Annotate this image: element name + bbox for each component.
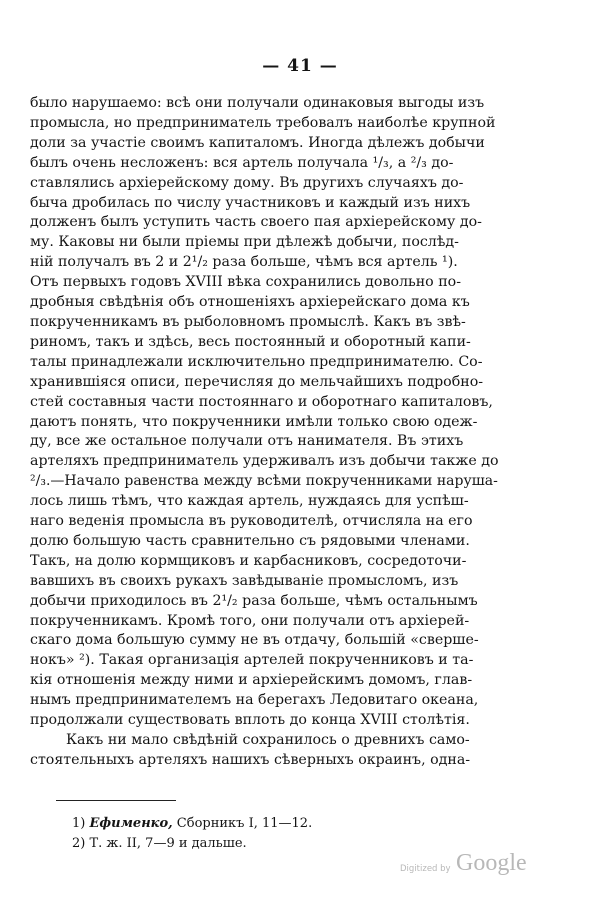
- text-line: долженъ былъ уступить часть своего пая архіерейскому до-: [30, 214, 482, 231]
- footnote-divider: [56, 800, 176, 801]
- footnote-author: Ефименко,: [89, 816, 173, 831]
- text-line: стей составныя части постояннаго и оборотнаго капиталовъ,: [30, 393, 493, 410]
- text-line: дробныя свѣдѣнія объ отношеніяхъ архіерейскаго дома къ: [30, 294, 470, 311]
- text-line: Какъ ни мало свѣдѣній сохранилось о древнихъ само-: [66, 732, 470, 748]
- text-line: было нарушаемо: всѣ они получали одинаковыя выгоды изъ: [30, 95, 485, 111]
- text-line: покрученникамъ въ рыболовномъ промыслѣ. Какъ въ звѣ-: [30, 313, 466, 330]
- text-line: му. Каковы ни были пріемы при дѣлежѣ добычи, послѣд-: [30, 234, 459, 251]
- text-line: доли за участіе своимъ капиталомъ. Иногда дѣлежъ добычи: [30, 134, 485, 151]
- text-line: даютъ понять, что покрученники имѣли только свою одеж-: [30, 413, 478, 430]
- text-line: кія отношенія между ними и архіерейскимъ домомъ, глав-: [30, 672, 473, 689]
- footnote-number: 1): [72, 816, 86, 831]
- text-line: риномъ, такъ и здѣсь, весь постоянный и оборотный капи-: [30, 333, 471, 350]
- text-line: нымъ предпринимателемъ на берегахъ Ледовитаго океана,: [30, 692, 479, 709]
- text-line: Такъ, на долю кормщиковъ и карбасниковъ, сосредоточи-: [30, 552, 467, 569]
- text-line: наго веденія промысла въ руководителѣ, отчисляла на его: [30, 513, 473, 530]
- text-line: долю большую часть сравнительно съ рядовыми членами.: [30, 532, 470, 549]
- footnotes: [72, 814, 492, 854]
- text-line: быча дробилась по числу участниковъ и каждый изъ нихъ: [30, 194, 471, 211]
- text-line: артеляхъ предприниматель удерживалъ изъ добычи также до: [30, 453, 499, 470]
- body-text: [30, 94, 500, 771]
- text-line: ній получалъ въ 2 и 2¹/₂ раза больше, чѣмъ вся артель ¹).: [30, 254, 458, 271]
- page-number: — 41 —: [262, 56, 338, 76]
- footnote-text: Т. ж. II, 7—9 и дальше.: [89, 836, 247, 851]
- text-line: ду, все же остальное получали отъ нанимателя. Въ этихъ: [30, 433, 464, 450]
- text-line: хранившіяся описи, перечисляя до мельчайшихъ подробно-: [30, 373, 484, 390]
- watermark: [400, 850, 540, 880]
- text-line: продолжали существовать вплоть до конца XVIII столѣтія.: [30, 712, 470, 729]
- text-line: скаго дома большую сумму не въ отдачу, большій «свершe-: [30, 632, 479, 649]
- text-line: промысла, но предприниматель требовалъ наиболѣе крупной: [30, 114, 496, 131]
- text-line: ставлялись архіерейскому дому. Въ другихъ случаяхъ до-: [30, 174, 464, 191]
- text-line: покрученникамъ. Кромѣ того, они получали отъ архіерей-: [30, 612, 470, 629]
- text-line: талы принадлежали исключительно предпринимателю. Со-: [30, 353, 483, 370]
- text-line: лось лишь тѣмъ, что каждая артель, нуждаясь для успѣш-: [30, 493, 469, 510]
- footnote-number: 2): [72, 836, 86, 851]
- text-line: добычи приходилось въ 2¹/₂ раза больше, чѣмъ остальнымъ: [30, 592, 478, 609]
- footnote-text: Сборникъ I, 11—12.: [172, 816, 313, 831]
- watermark-digitized-by: Digitized by: [400, 864, 451, 874]
- google-logo: Google: [456, 850, 527, 876]
- text-line: стоятельныхъ артеляхъ нашихъ сѣверныхъ окраинъ, одна-: [30, 751, 471, 768]
- text-line: былъ очень несложенъ: вся артель получала ¹/₃, а ²/₃ до-: [30, 154, 454, 171]
- text-line: ²/₃.—Начало равенства между всѣми покрученниками наруша-: [30, 473, 498, 490]
- text-line: нокъ» ²). Такая организація артелей покрученниковъ и та-: [30, 652, 474, 669]
- footnote: [72, 814, 492, 834]
- text-line: вавшихъ въ своихъ рукахъ завѣдываніе промысломъ, изъ: [30, 572, 459, 589]
- text-line: Отъ первыхъ годовъ XVIII вѣка сохранились довольно по-: [30, 274, 462, 291]
